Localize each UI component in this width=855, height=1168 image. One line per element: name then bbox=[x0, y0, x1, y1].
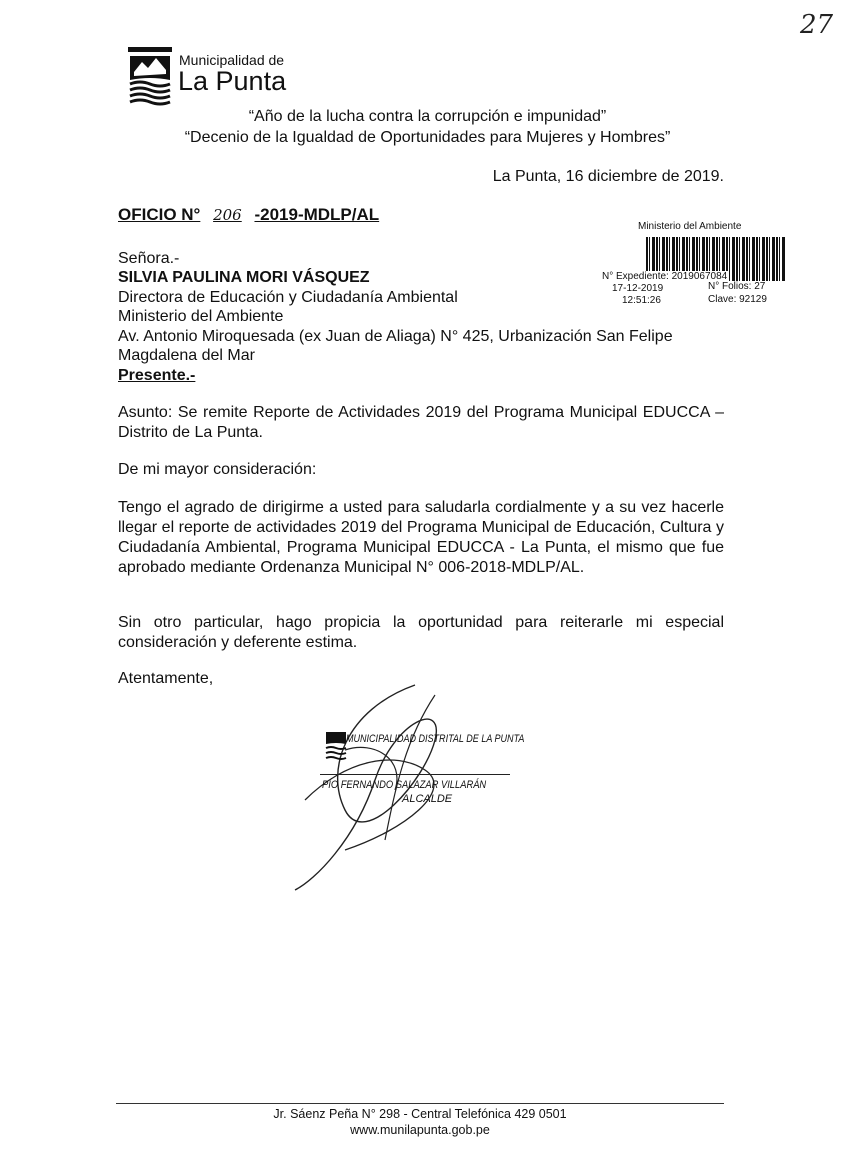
stamp-institution: Ministerio del Ambiente bbox=[638, 221, 742, 232]
recipient-district: Magdalena del Mar bbox=[118, 347, 255, 364]
handwritten-page-number: 27 bbox=[800, 10, 834, 40]
seal-text: MUNICIPALIDAD DISTRITAL DE LA PUNTA bbox=[346, 733, 525, 745]
stamp-expediente: N° Expediente: 2019067084 bbox=[602, 271, 728, 282]
signer-title: ALCALDE bbox=[402, 793, 453, 805]
seal-divider bbox=[320, 774, 510, 775]
footer-website: www.munilapunta.gob.pe bbox=[350, 1123, 490, 1137]
footer-address: Jr. Sáenz Peña N° 298 - Central Telefónica 429 0501 bbox=[273, 1107, 567, 1121]
stamp-clave: Clave: 92129 bbox=[708, 294, 767, 305]
asunto: Asunto: Se remite Reporte de Actividades 2019 del Programa Municipal EDUCCA – Distrito de La Punta. bbox=[118, 404, 724, 441]
motto-decade: “Decenio de la Igualdad de Oportunidades para Mujeres y Hombres” bbox=[184, 129, 671, 146]
presente: Presente.- bbox=[118, 367, 196, 384]
date-line: La Punta, 16 diciembre de 2019. bbox=[492, 168, 724, 185]
closing: Atentamente, bbox=[118, 670, 214, 687]
recipient-position: Directora de Educación y Ciudadanía Ambiental bbox=[118, 289, 458, 306]
recipient-name: SILVIA PAULINA MORI VÁSQUEZ bbox=[118, 269, 370, 286]
oficio-suffix: -2019-MDLP/AL bbox=[254, 205, 380, 224]
salutation: Señora.- bbox=[118, 250, 180, 267]
stamp-date: 17-12-2019 bbox=[612, 283, 664, 294]
stamp-time: 12:51:26 bbox=[622, 295, 661, 306]
logo-line2: La Punta bbox=[178, 66, 287, 96]
recipient-organization: Ministerio del Ambiente bbox=[118, 308, 284, 325]
oficio-number bbox=[118, 204, 379, 226]
logo-line1: Municipalidad de bbox=[179, 52, 285, 68]
greeting: De mi mayor consideración: bbox=[118, 461, 317, 478]
paragraph-2: Sin otro particular, hago propicia la oportunidad para reiterarle mi especial consideración y deferente estima. bbox=[118, 614, 724, 651]
footer-rule bbox=[116, 1103, 724, 1104]
seal-emblem bbox=[325, 730, 347, 765]
stamp-folios: N° Folios: 27 bbox=[708, 281, 766, 292]
recipient-address: Av. Antonio Miroquesada (ex Juan de Aliaga) N° 425, Urbanización San Felipe bbox=[118, 328, 673, 345]
municipality-logo bbox=[126, 46, 174, 106]
municipal-seal-icon bbox=[325, 730, 347, 760]
signer-name: PÍO FERNANDO SALAZAR VILLARÁN bbox=[322, 779, 487, 791]
paragraph-1: Tengo el agrado de dirigirme a usted para saludarla cordialmente y a su vez hacerle llegar el reporte de actividades 2019 del Programa Municipal de Educación, Cultura y Ciudadanía Ambiental, Programa Municipal EDUCCA - La Punta, el mismo que fue aprobado mediante Ordenanza Municipal N° 006-2018-MDLP/AL. bbox=[118, 499, 724, 576]
oficio-prefix: OFICIO N° bbox=[118, 205, 201, 224]
oficio-handwritten-number: 206 bbox=[213, 206, 242, 224]
motto-year: “Año de la lucha contra la corrupción e impunidad” bbox=[248, 108, 607, 125]
reception-stamp bbox=[590, 212, 790, 312]
la-punta-emblem-icon bbox=[126, 46, 174, 106]
